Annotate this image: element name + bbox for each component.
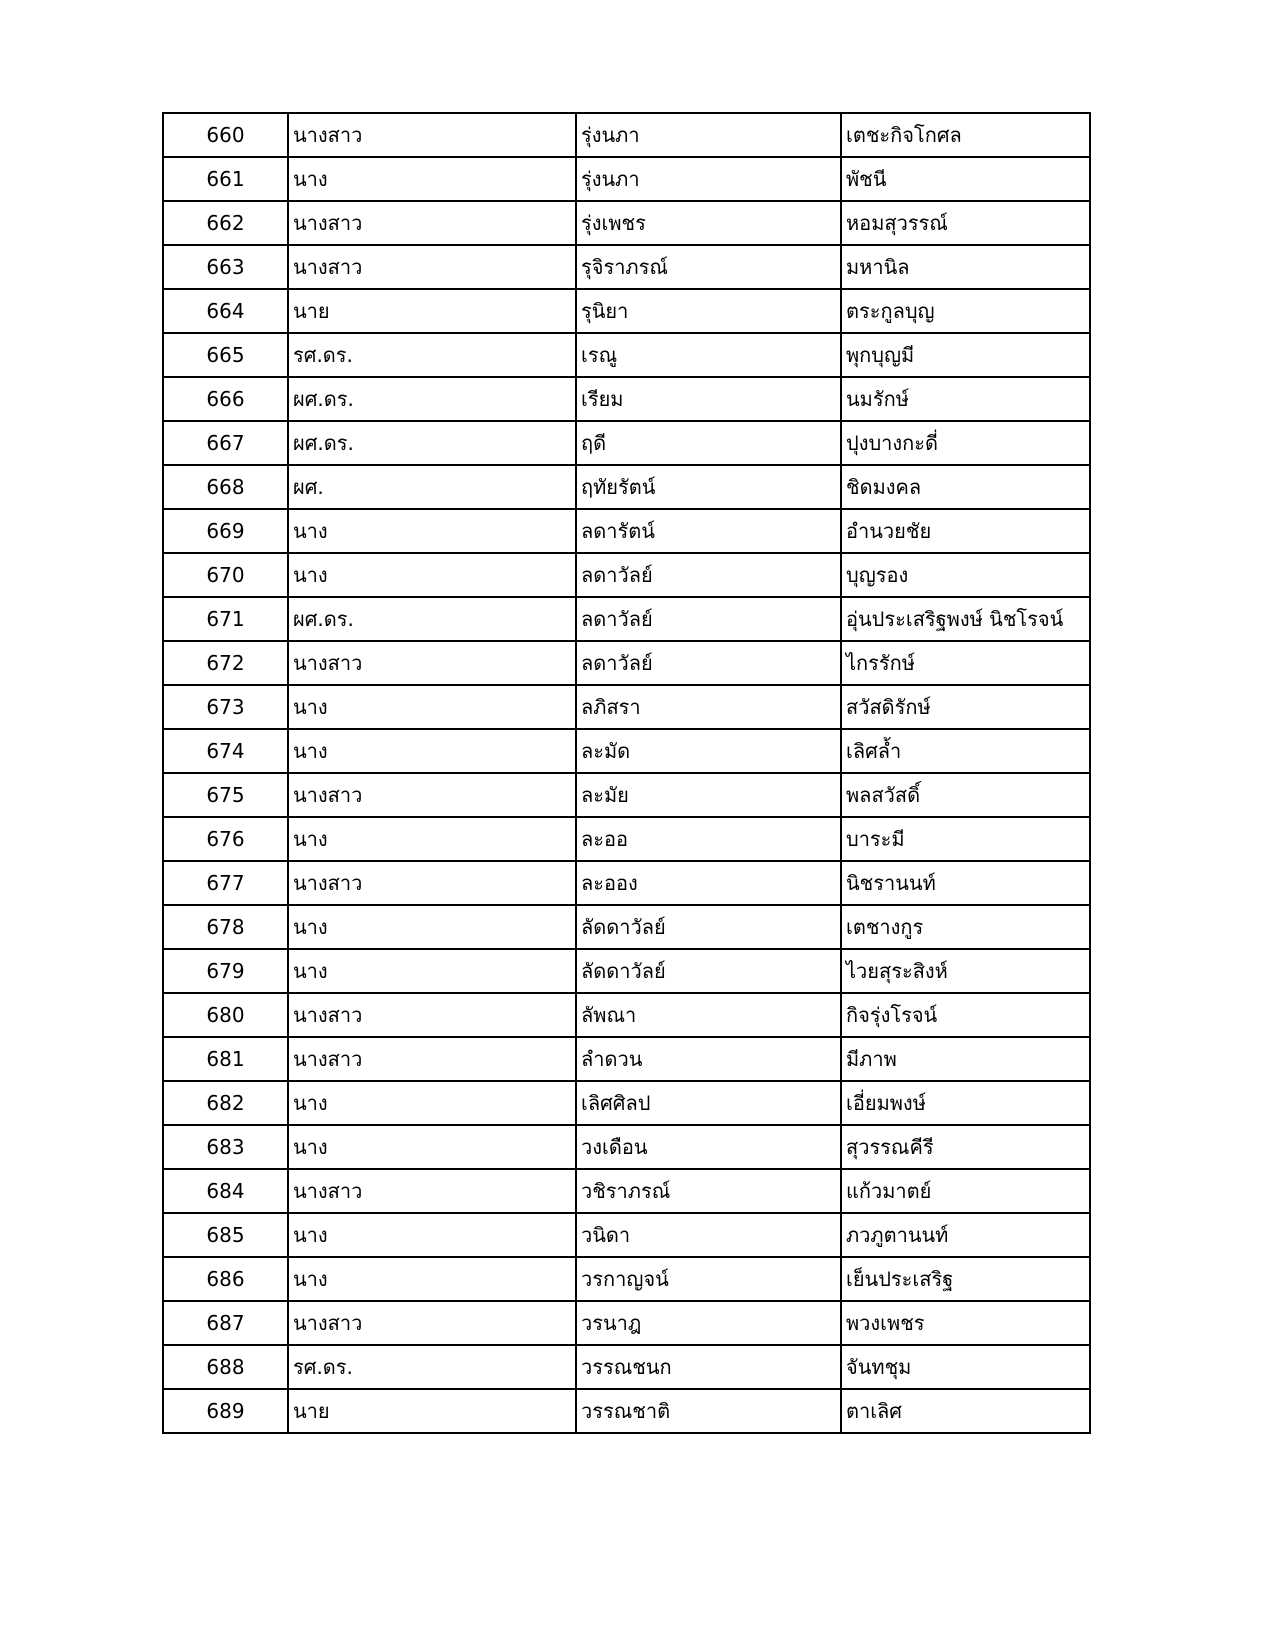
row-number-cell: 668 [163,465,288,509]
last-name-cell: แก้วมาตย์ [841,1169,1090,1213]
last-name-cell: เลิศล้ำ [841,729,1090,773]
title-cell: ผศ.ดร. [288,421,576,465]
table-row [163,465,1090,509]
title-cell: นาย [288,1389,576,1433]
first-name-cell: รุ่งนภา [576,113,841,157]
first-name-cell: ลภิสรา [576,685,841,729]
last-name-cell: ชิดมงคล [841,465,1090,509]
title-cell: นาง [288,1213,576,1257]
first-name-cell: เรณู [576,333,841,377]
last-name-cell: สุวรรณคีรี [841,1125,1090,1169]
first-name-cell: วรกาญจน์ [576,1257,841,1301]
title-cell: นางสาว [288,773,576,817]
name-list-body [163,113,1090,1433]
first-name-cell: วรนาฎ [576,1301,841,1345]
first-name-cell: วชิราภรณ์ [576,1169,841,1213]
last-name-cell: กิจรุ่งโรจน์ [841,993,1090,1037]
first-name-cell: ลัดดาวัลย์ [576,949,841,993]
row-number-cell: 676 [163,817,288,861]
title-cell: ผศ.ดร. [288,597,576,641]
name-list-table [162,112,1091,1434]
table-row [163,597,1090,641]
table-row [163,245,1090,289]
row-number-cell: 675 [163,773,288,817]
title-cell: นางสาว [288,1037,576,1081]
first-name-cell: รุ่งนภา [576,157,841,201]
row-number-cell: 674 [163,729,288,773]
row-number-cell: 667 [163,421,288,465]
row-number-cell: 661 [163,157,288,201]
last-name-cell: อำนวยชัย [841,509,1090,553]
last-name-cell: มหานิล [841,245,1090,289]
row-number-cell: 664 [163,289,288,333]
row-number-cell: 669 [163,509,288,553]
first-name-cell: ละมัย [576,773,841,817]
last-name-cell: อุ่นประเสริฐพงษ์ นิชโรจน์ [841,597,1090,641]
title-cell: นาง [288,949,576,993]
first-name-cell: รุ่งเพชร [576,201,841,245]
title-cell: นางสาว [288,201,576,245]
table-row [163,861,1090,905]
first-name-cell: ลดาวัลย์ [576,641,841,685]
last-name-cell: ภวภูตานนท์ [841,1213,1090,1257]
row-number-cell: 671 [163,597,288,641]
row-number-cell: 682 [163,1081,288,1125]
table-row [163,1301,1090,1345]
title-cell: นาง [288,685,576,729]
title-cell: ผศ. [288,465,576,509]
table-row [163,905,1090,949]
last-name-cell: ปุงบางกะดี่ [841,421,1090,465]
table-row [163,157,1090,201]
title-cell: นางสาว [288,993,576,1037]
table-row [163,729,1090,773]
last-name-cell: เย็นประเสริฐ [841,1257,1090,1301]
row-number-cell: 680 [163,993,288,1037]
row-number-cell: 665 [163,333,288,377]
row-number-cell: 681 [163,1037,288,1081]
title-cell: นาง [288,553,576,597]
first-name-cell: วงเดือน [576,1125,841,1169]
title-cell: นาง [288,157,576,201]
first-name-cell: ลัดดาวัลย์ [576,905,841,949]
first-name-cell: วรรณชาติ [576,1389,841,1433]
first-name-cell: ละมัด [576,729,841,773]
first-name-cell: ฤดี [576,421,841,465]
title-cell: นางสาว [288,1301,576,1345]
last-name-cell: พวงเพชร [841,1301,1090,1345]
last-name-cell: สวัสดิรักษ์ [841,685,1090,729]
row-number-cell: 672 [163,641,288,685]
title-cell: นาย [288,289,576,333]
last-name-cell: จันทชุม [841,1345,1090,1389]
title-cell: นาง [288,1081,576,1125]
table-row [163,993,1090,1037]
table-row [163,201,1090,245]
first-name-cell: ละออง [576,861,841,905]
table-row [163,817,1090,861]
last-name-cell: ไกรรักษ์ [841,641,1090,685]
table-row [163,377,1090,421]
row-number-cell: 689 [163,1389,288,1433]
title-cell: นาง [288,817,576,861]
row-number-cell: 670 [163,553,288,597]
table-row [163,641,1090,685]
table-row [163,421,1090,465]
title-cell: นาง [288,905,576,949]
last-name-cell: บุญรอง [841,553,1090,597]
row-number-cell: 663 [163,245,288,289]
last-name-cell: ตาเลิศ [841,1389,1090,1433]
title-cell: รศ.ดร. [288,1345,576,1389]
table-row [163,1257,1090,1301]
last-name-cell: นมรักษ์ [841,377,1090,421]
row-number-cell: 662 [163,201,288,245]
table-row [163,333,1090,377]
title-cell: ผศ.ดร. [288,377,576,421]
row-number-cell: 687 [163,1301,288,1345]
last-name-cell: เตชางกูร [841,905,1090,949]
last-name-cell: พุกบุญมี [841,333,1090,377]
table-row [163,1213,1090,1257]
first-name-cell: ฤทัยรัตน์ [576,465,841,509]
title-cell: นาง [288,1125,576,1169]
title-cell: นางสาว [288,861,576,905]
table-row [163,1081,1090,1125]
row-number-cell: 660 [163,113,288,157]
row-number-cell: 673 [163,685,288,729]
table-row [163,1345,1090,1389]
title-cell: นาง [288,1257,576,1301]
last-name-cell: เตชะกิจโกศล [841,113,1090,157]
title-cell: นางสาว [288,641,576,685]
first-name-cell: ลำดวน [576,1037,841,1081]
last-name-cell: ตระกูลบุญ [841,289,1090,333]
last-name-cell: นิชรานนท์ [841,861,1090,905]
table-row [163,1169,1090,1213]
last-name-cell: บาระมี [841,817,1090,861]
title-cell: นาง [288,509,576,553]
table-row [163,685,1090,729]
title-cell: รศ.ดร. [288,333,576,377]
first-name-cell: ลัพณา [576,993,841,1037]
first-name-cell: ละออ [576,817,841,861]
last-name-cell: มีภาพ [841,1037,1090,1081]
row-number-cell: 683 [163,1125,288,1169]
table-row [163,773,1090,817]
title-cell: นางสาว [288,245,576,289]
last-name-cell: เอี่ยมพงษ์ [841,1081,1090,1125]
last-name-cell: พัชนี [841,157,1090,201]
row-number-cell: 686 [163,1257,288,1301]
table-row [163,553,1090,597]
first-name-cell: รุจิราภรณ์ [576,245,841,289]
title-cell: นาง [288,729,576,773]
title-cell: นางสาว [288,113,576,157]
row-number-cell: 685 [163,1213,288,1257]
table-row [163,289,1090,333]
first-name-cell: วนิดา [576,1213,841,1257]
table-row [163,509,1090,553]
first-name-cell: ลดาวัลย์ [576,597,841,641]
table-row [163,1037,1090,1081]
row-number-cell: 679 [163,949,288,993]
first-name-cell: ลดารัตน์ [576,509,841,553]
row-number-cell: 688 [163,1345,288,1389]
table-row [163,1125,1090,1169]
table-row [163,949,1090,993]
row-number-cell: 666 [163,377,288,421]
row-number-cell: 684 [163,1169,288,1213]
row-number-cell: 677 [163,861,288,905]
row-number-cell: 678 [163,905,288,949]
first-name-cell: รุนิยา [576,289,841,333]
table-row [163,113,1090,157]
last-name-cell: ไวยสุระสิงห์ [841,949,1090,993]
title-cell: นางสาว [288,1169,576,1213]
first-name-cell: เลิศศิลป [576,1081,841,1125]
table-row [163,1389,1090,1433]
first-name-cell: ลดาวัลย์ [576,553,841,597]
last-name-cell: พลสวัสดิ์ [841,773,1090,817]
last-name-cell: หอมสุวรรณ์ [841,201,1090,245]
first-name-cell: เรียม [576,377,841,421]
first-name-cell: วรรณชนก [576,1345,841,1389]
